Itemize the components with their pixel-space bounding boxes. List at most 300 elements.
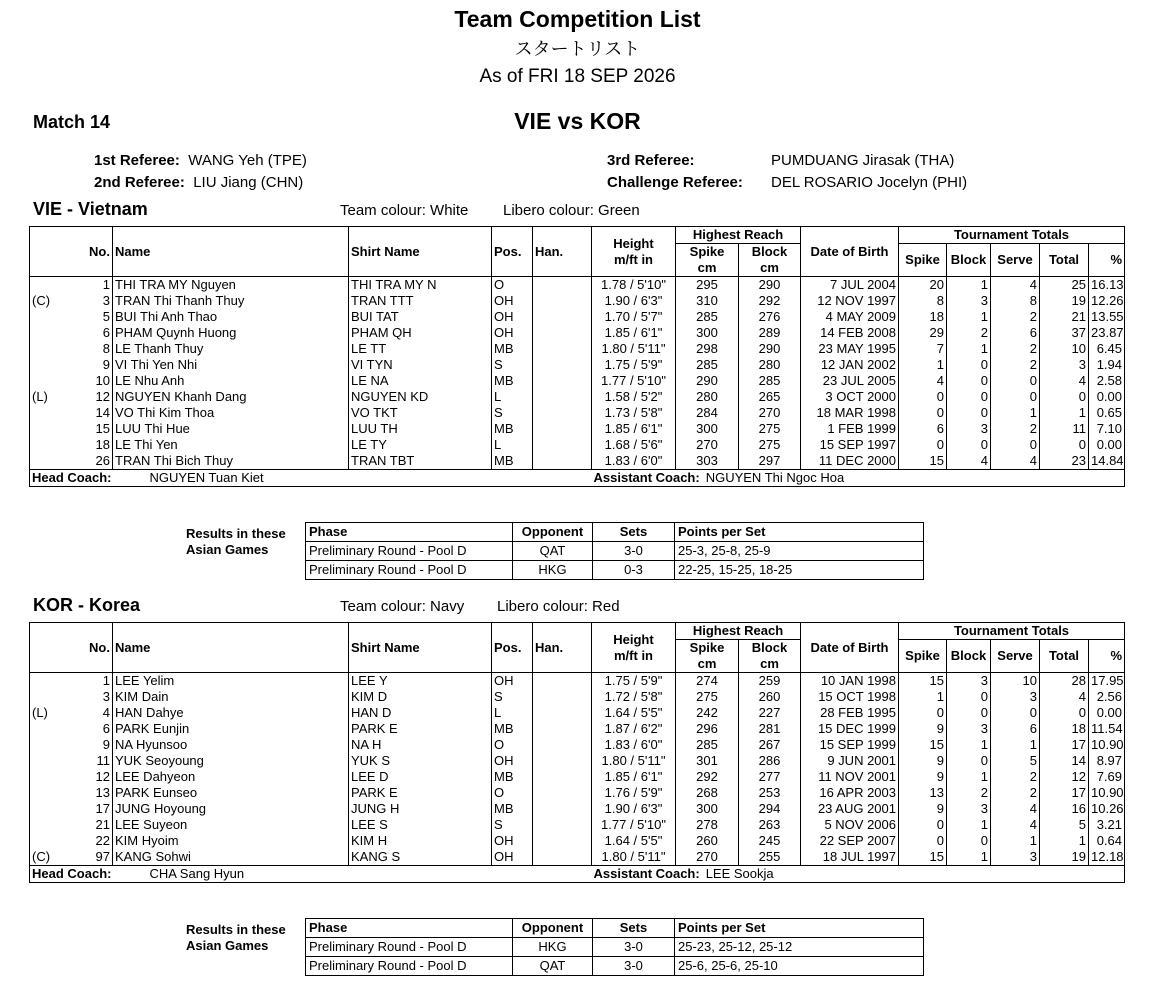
result-phase: Preliminary Round - Pool D (306, 561, 513, 580)
player-hand (533, 801, 592, 817)
libero-colour: Libero colour: Red (497, 598, 620, 615)
player-block-reach: 297 (739, 453, 801, 470)
player-total-points: 0 (1040, 389, 1089, 405)
player-shirt-name: VO TKT (349, 405, 492, 421)
player-percent: 6.45 (1089, 341, 1125, 357)
player-name: NA Hyunsoo (113, 737, 349, 753)
player-spike-reach: 298 (676, 341, 739, 357)
header-unit: cm (697, 656, 717, 671)
player-role (30, 673, 80, 690)
player-dob: 12 NOV 1997 (801, 293, 899, 309)
player-block-reach: 286 (739, 753, 801, 769)
player-block-reach: 275 (739, 437, 801, 453)
player-role (30, 833, 80, 849)
player-total-spike: 13 (899, 785, 947, 801)
player-hand (533, 833, 592, 849)
player-total-serve: 3 (991, 849, 1040, 866)
player-percent: 17.95 (1089, 673, 1125, 690)
player-block-reach: 281 (739, 721, 801, 737)
results-table (305, 522, 924, 580)
player-total-points: 16 (1040, 801, 1089, 817)
column-header-highest-reach: Highest Reach (676, 227, 801, 244)
player-name: LE Thanh Thuy (113, 341, 349, 357)
player-percent: 0.00 (1089, 389, 1125, 405)
player-spike-reach: 303 (676, 453, 739, 470)
player-spike-reach: 284 (676, 405, 739, 421)
coach-row (30, 866, 1125, 883)
header-unit: cm (697, 260, 717, 275)
player-number: 12 (80, 769, 113, 785)
table-row (30, 437, 1125, 453)
player-hand (533, 437, 592, 453)
table-row (30, 341, 1125, 357)
player-block-reach: 276 (739, 309, 801, 325)
player-total-spike: 6 (899, 421, 947, 437)
height-label: Height (613, 631, 654, 647)
player-role (30, 721, 80, 737)
table-row (30, 705, 1125, 721)
third-referee-label: 3rd Referee: (607, 152, 695, 169)
player-height: 1.80 / 5'11" (592, 753, 676, 769)
result-opponent: QAT (513, 957, 593, 976)
column-header-pos: Pos. (492, 623, 533, 673)
player-number: 14 (80, 405, 113, 421)
player-hand (533, 721, 592, 737)
player-hand (533, 277, 592, 294)
player-name: HAN Dahye (113, 705, 349, 721)
head-coach-label-text: Head Coach: (32, 470, 112, 485)
player-spike-reach: 270 (676, 849, 739, 866)
player-height: 1.78 / 5'10" (592, 277, 676, 294)
result-phase: Preliminary Round - Pool D (306, 957, 513, 976)
player-position: MB (492, 721, 533, 737)
player-spike-reach: 285 (676, 357, 739, 373)
player-percent: 2.58 (1089, 373, 1125, 389)
player-total-serve: 3 (991, 689, 1040, 705)
player-dob: 15 SEP 1999 (801, 737, 899, 753)
player-hand (533, 357, 592, 373)
column-header-total-block: Block (947, 640, 991, 673)
result-points: 25-23, 25-12, 25-12 (675, 938, 924, 957)
player-shirt-name: HAN D (349, 705, 492, 721)
column-header-percent: % (1089, 244, 1125, 277)
player-total-serve: 2 (991, 341, 1040, 357)
player-total-points: 25 (1040, 277, 1089, 294)
player-hand (533, 325, 592, 341)
column-header-height (592, 623, 676, 673)
player-role: (C) (30, 293, 80, 309)
header-unit: cm (760, 260, 779, 275)
player-total-serve: 0 (991, 373, 1040, 389)
player-shirt-name: LEE S (349, 817, 492, 833)
player-position: MB (492, 421, 533, 437)
player-percent: 12.18 (1089, 849, 1125, 866)
player-total-points: 12 (1040, 769, 1089, 785)
player-shirt-name: KIM H (349, 833, 492, 849)
player-percent: 0.00 (1089, 437, 1125, 453)
player-total-points: 23 (1040, 453, 1089, 470)
results-row (306, 542, 924, 561)
player-position: MB (492, 801, 533, 817)
player-total-serve: 4 (991, 453, 1040, 470)
player-height: 1.77 / 5'10" (592, 373, 676, 389)
player-position: OH (492, 753, 533, 769)
table-row (30, 721, 1125, 737)
player-spike-reach: 268 (676, 785, 739, 801)
player-percent: 12.26 (1089, 293, 1125, 309)
team-name: VIE - Vietnam (33, 199, 148, 219)
player-total-points: 37 (1040, 325, 1089, 341)
player-dob: 14 FEB 2008 (801, 325, 899, 341)
column-header-dob: Date of Birth (801, 227, 899, 277)
table-row (30, 389, 1125, 405)
player-percent: 2.56 (1089, 689, 1125, 705)
player-block-reach: 259 (739, 673, 801, 690)
player-dob: 5 NOV 2006 (801, 817, 899, 833)
player-total-spike: 9 (899, 753, 947, 769)
player-block-reach: 285 (739, 373, 801, 389)
player-total-spike: 15 (899, 849, 947, 866)
column-header-han: Han. (533, 623, 592, 673)
player-total-block: 3 (947, 673, 991, 690)
challenge-referee-label: Challenge Referee: (607, 174, 743, 191)
coach-spacer (349, 470, 592, 487)
player-total-spike: 0 (899, 437, 947, 453)
player-role (30, 325, 80, 341)
player-shirt-name: TRAN TBT (349, 453, 492, 470)
column-header-spike-reach (676, 640, 739, 673)
player-spike-reach: 296 (676, 721, 739, 737)
player-role (30, 373, 80, 389)
roster-table (29, 226, 1125, 487)
player-total-spike: 0 (899, 405, 947, 421)
player-height: 1.76 / 5'9" (592, 785, 676, 801)
player-percent: 7.69 (1089, 769, 1125, 785)
player-total-spike: 9 (899, 769, 947, 785)
result-points: 22-25, 15-25, 18-25 (675, 561, 924, 580)
player-total-points: 11 (1040, 421, 1089, 437)
player-name: LUU Thi Hue (113, 421, 349, 437)
head-coach-label-text: Head Coach: (32, 866, 112, 881)
assistant-coach-name: LEE Sookja (705, 866, 774, 881)
player-total-block: 3 (947, 721, 991, 737)
player-block-reach: 294 (739, 801, 801, 817)
player-total-spike: 0 (899, 817, 947, 833)
player-total-serve: 10 (991, 673, 1040, 690)
player-dob: 4 MAY 2009 (801, 309, 899, 325)
player-total-spike: 29 (899, 325, 947, 341)
player-number: 3 (80, 293, 113, 309)
player-number: 1 (80, 673, 113, 690)
player-spike-reach: 301 (676, 753, 739, 769)
player-name: NGUYEN Khanh Dang (113, 389, 349, 405)
player-total-spike: 15 (899, 453, 947, 470)
player-block-reach: 265 (739, 389, 801, 405)
player-percent: 23.87 (1089, 325, 1125, 341)
results-header-opponent: Opponent (513, 919, 593, 938)
player-name: BUI Thi Anh Thao (113, 309, 349, 325)
player-shirt-name: LUU TH (349, 421, 492, 437)
player-percent: 8.97 (1089, 753, 1125, 769)
player-number: 13 (80, 785, 113, 801)
column-header-block-reach (739, 640, 801, 673)
player-dob: 28 FEB 1995 (801, 705, 899, 721)
results-header-sets: Sets (593, 523, 675, 542)
player-shirt-name: LEE Y (349, 673, 492, 690)
player-height: 1.72 / 5'8" (592, 689, 676, 705)
player-name: VO Thi Kim Thoa (113, 405, 349, 421)
player-total-serve: 0 (991, 389, 1040, 405)
player-hand (533, 389, 592, 405)
result-phase: Preliminary Round - Pool D (306, 542, 513, 561)
result-points: 25-6, 25-6, 25-10 (675, 957, 924, 976)
player-total-serve: 1 (991, 737, 1040, 753)
player-spike-reach: 290 (676, 373, 739, 389)
player-total-serve: 6 (991, 325, 1040, 341)
table-row (30, 673, 1125, 690)
player-hand (533, 753, 592, 769)
roster-table (29, 622, 1125, 883)
player-total-spike: 0 (899, 705, 947, 721)
player-shirt-name: VI TYN (349, 357, 492, 373)
player-total-block: 1 (947, 341, 991, 357)
player-number: 21 (80, 817, 113, 833)
player-role (30, 785, 80, 801)
player-hand (533, 293, 592, 309)
player-shirt-name: PARK E (349, 785, 492, 801)
player-dob: 15 OCT 1998 (801, 689, 899, 705)
player-total-points: 1 (1040, 833, 1089, 849)
column-header-total-block: Block (947, 244, 991, 277)
player-total-serve: 1 (991, 405, 1040, 421)
player-spike-reach: 280 (676, 389, 739, 405)
player-spike-reach: 295 (676, 277, 739, 294)
player-total-points: 5 (1040, 817, 1089, 833)
player-total-block: 2 (947, 325, 991, 341)
page-title: Team Competition List (454, 6, 701, 32)
player-dob: 3 OCT 2000 (801, 389, 899, 405)
table-row (30, 421, 1125, 437)
player-total-serve: 2 (991, 357, 1040, 373)
player-dob: 12 JAN 2002 (801, 357, 899, 373)
player-number: 6 (80, 325, 113, 341)
player-total-block: 0 (947, 405, 991, 421)
player-total-points: 19 (1040, 849, 1089, 866)
player-spike-reach: 275 (676, 689, 739, 705)
table-row (30, 801, 1125, 817)
player-dob: 7 JUL 2004 (801, 277, 899, 294)
column-header-total: Total (1040, 244, 1089, 277)
player-position: S (492, 817, 533, 833)
player-name: KIM Dain (113, 689, 349, 705)
table-row (30, 833, 1125, 849)
player-hand (533, 785, 592, 801)
player-total-block: 0 (947, 389, 991, 405)
player-shirt-name: KANG S (349, 849, 492, 866)
player-total-block: 0 (947, 705, 991, 721)
player-position: OH (492, 309, 533, 325)
player-name: LEE Yelim (113, 673, 349, 690)
player-block-reach: 280 (739, 357, 801, 373)
team-colour: Team colour: Navy (340, 598, 465, 615)
player-total-spike: 4 (899, 373, 947, 389)
player-spike-reach: 300 (676, 801, 739, 817)
player-position: OH (492, 293, 533, 309)
player-role (30, 277, 80, 294)
player-total-block: 4 (947, 453, 991, 470)
player-position: O (492, 785, 533, 801)
player-height: 1.75 / 5'9" (592, 673, 676, 690)
player-total-serve: 0 (991, 705, 1040, 721)
player-total-spike: 15 (899, 673, 947, 690)
height-unit: m/ft in (614, 251, 653, 267)
player-shirt-name: LE TY (349, 437, 492, 453)
assistant-coach (592, 470, 1125, 487)
column-header-dob: Date of Birth (801, 623, 899, 673)
height-unit: m/ft in (614, 647, 653, 663)
match-number: Match 14 (33, 112, 111, 132)
player-height: 1.85 / 6'1" (592, 769, 676, 785)
result-opponent: HKG (513, 561, 593, 580)
player-total-serve: 2 (991, 785, 1040, 801)
player-total-points: 0 (1040, 437, 1089, 453)
player-height: 1.85 / 6'1" (592, 325, 676, 341)
player-hand (533, 373, 592, 389)
player-total-spike: 15 (899, 737, 947, 753)
player-spike-reach: 242 (676, 705, 739, 721)
player-spike-reach: 292 (676, 769, 739, 785)
first-referee: 1st Referee: WANG Yeh (TPE) (94, 152, 307, 169)
header-label: Spike (689, 640, 725, 655)
player-position: MB (492, 341, 533, 357)
table-row (30, 357, 1125, 373)
player-height: 1.70 / 5'7" (592, 309, 676, 325)
player-block-reach: 255 (739, 849, 801, 866)
results-label-line: Asian Games (186, 542, 269, 557)
player-total-points: 19 (1040, 293, 1089, 309)
player-total-serve: 5 (991, 753, 1040, 769)
header-unit: cm (760, 656, 779, 671)
column-header-highest-reach: Highest Reach (676, 623, 801, 640)
player-total-block: 1 (947, 737, 991, 753)
player-dob: 10 JAN 1998 (801, 673, 899, 690)
result-sets: 3-0 (593, 542, 675, 561)
player-number: 15 (80, 421, 113, 437)
header-label: Block (751, 244, 788, 259)
player-dob: 22 SEP 2007 (801, 833, 899, 849)
player-hand (533, 849, 592, 866)
player-shirt-name: BUI TAT (349, 309, 492, 325)
player-total-serve: 2 (991, 421, 1040, 437)
player-total-spike: 9 (899, 721, 947, 737)
results-label-line: Asian Games (186, 938, 269, 953)
player-block-reach: 267 (739, 737, 801, 753)
player-spike-reach: 300 (676, 421, 739, 437)
table-row (30, 453, 1125, 470)
player-total-block: 1 (947, 817, 991, 833)
player-shirt-name: NGUYEN KD (349, 389, 492, 405)
player-percent: 14.84 (1089, 453, 1125, 470)
player-dob: 23 MAY 1995 (801, 341, 899, 357)
player-shirt-name: LE NA (349, 373, 492, 389)
table-row (30, 817, 1125, 833)
player-spike-reach: 270 (676, 437, 739, 453)
player-percent: 13.55 (1089, 309, 1125, 325)
player-percent: 16.13 (1089, 277, 1125, 294)
player-height: 1.80 / 5'11" (592, 341, 676, 357)
player-height: 1.75 / 5'9" (592, 357, 676, 373)
column-header-total-spike: Spike (899, 640, 947, 673)
player-block-reach: 253 (739, 785, 801, 801)
player-total-spike: 8 (899, 293, 947, 309)
player-percent: 10.90 (1089, 785, 1125, 801)
player-percent: 1.94 (1089, 357, 1125, 373)
column-header-shirt: Shirt Name (349, 227, 492, 277)
player-total-serve: 1 (991, 833, 1040, 849)
player-number: 11 (80, 753, 113, 769)
results-header-points: Points per Set (675, 919, 924, 938)
head-coach-label (30, 470, 349, 487)
column-header-shirt: Shirt Name (349, 623, 492, 673)
results-header-opponent: Opponent (513, 523, 593, 542)
player-position: L (492, 437, 533, 453)
player-name: KANG Sohwi (113, 849, 349, 866)
player-dob: 18 JUL 1997 (801, 849, 899, 866)
player-percent: 0.65 (1089, 405, 1125, 421)
table-row (30, 309, 1125, 325)
player-block-reach: 245 (739, 833, 801, 849)
player-number: 1 (80, 277, 113, 294)
player-total-spike: 7 (899, 341, 947, 357)
results-header-phase: Phase (306, 523, 513, 542)
player-total-spike: 9 (899, 801, 947, 817)
player-role: (L) (30, 389, 80, 405)
player-number: 9 (80, 357, 113, 373)
player-number: 97 (80, 849, 113, 866)
head-coach-name: NGUYEN Tuan Kiet (149, 470, 264, 485)
coach-row (30, 470, 1125, 487)
player-total-block: 0 (947, 753, 991, 769)
player-number: 18 (80, 437, 113, 453)
player-number: 6 (80, 721, 113, 737)
column-header-total: Total (1040, 640, 1089, 673)
table-row (30, 325, 1125, 341)
table-row (30, 373, 1125, 389)
assistant-coach-label: Assistant Coach: (593, 470, 700, 485)
column-header-totals: Tournament Totals (899, 623, 1125, 640)
player-spike-reach: 274 (676, 673, 739, 690)
player-height: 1.80 / 5'11" (592, 849, 676, 866)
player-total-points: 28 (1040, 673, 1089, 690)
player-hand (533, 705, 592, 721)
player-hand (533, 673, 592, 690)
player-shirt-name: PHAM QH (349, 325, 492, 341)
player-block-reach: 292 (739, 293, 801, 309)
player-block-reach: 290 (739, 341, 801, 357)
player-block-reach: 290 (739, 277, 801, 294)
player-height: 1.64 / 5'5" (592, 705, 676, 721)
player-total-points: 3 (1040, 357, 1089, 373)
column-header-total-serve: Serve (991, 244, 1040, 277)
player-total-block: 3 (947, 293, 991, 309)
result-opponent: HKG (513, 938, 593, 957)
results-label-line: Results in these (186, 922, 286, 937)
player-hand (533, 341, 592, 357)
player-hand (533, 421, 592, 437)
second-referee: 2nd Referee: LIU Jiang (CHN) (94, 174, 304, 191)
player-number: 22 (80, 833, 113, 849)
player-total-spike: 18 (899, 309, 947, 325)
